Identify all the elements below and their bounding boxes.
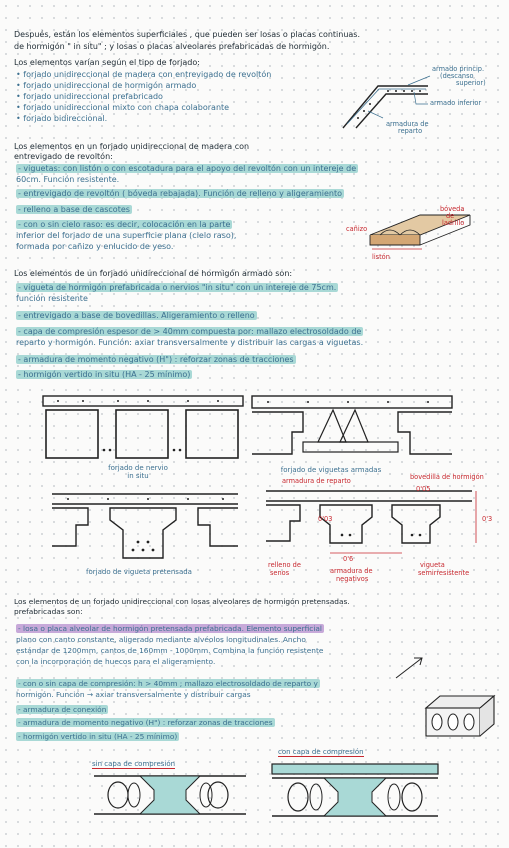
label-superior: superior) [456,79,486,87]
label-armadura-reparto: armadura de [386,120,429,128]
intro-line-2: de hormigón " in situ" ; y losas o placas alveolares prefabricadas de hormigón. [14,42,330,51]
vigueta-annotated-sketch [262,485,482,560]
caption-con-capa: con capa de compresión [278,748,364,756]
armado-item: - capa de compresión espesor de > 40mm compuesta por: mallazo electrosoldado de [18,327,362,336]
armado-item: reparto y hormigón. Función: axiar transversalmente y distribuir las cargas a viguetas. [16,338,364,347]
armado-item: - armadura de momento negativo (H") : reforzar zonas de tracciones [18,355,294,364]
madera-heading-1: Los elementos en un forjado unidireccional de madera con [14,142,250,151]
madera-item: - viguetas: con listón o con escotadura para el apoyo del revoltón con un intereje de [18,164,357,173]
alveolares-item: estándar de 1200mm, cantos de 160mm - 1000mm. Combina la función resistente [16,646,324,655]
madera-heading-2: entrevigado de revoltón: [14,152,113,161]
madera-item: - relleno a base de cascotes [18,205,130,214]
caption-viguetas-armadas: forjado de viguetas armadas [280,466,382,474]
caption-sin-capa: sin capa de compresión [92,760,176,768]
forjado-type-item: • forjado unidireccional mixto con chapa colaborante [16,103,230,112]
madera-item: - entrevigado de revoltón ( bóveda rebajada). Función de relleno y aligeramiento [18,189,343,198]
alveolares-item: - losa o placa alveolar de hormigón pretensada prefabricada. Elemento superficial [18,624,322,633]
vigueta-pretensada-sketch [48,490,243,565]
label-negativos: negativos [336,575,369,583]
armado-item: - vigueta de hormigón prefabricada o nervios "in situ" con un intereje de 75cm. [18,283,337,292]
label-canizo: cañizo [346,225,368,233]
label-d003: 0'03 [318,515,333,523]
label-liston: listón [372,253,390,261]
label-d03: 0'3 [482,515,493,523]
con-capa-sketch [268,758,443,822]
alveolares-item: - hormigón vertido in situ (HA - 25 mínimo) [18,732,178,741]
label-bovedilla: bovedilla de hormigón [410,473,484,481]
forjado-type-item: • forjado unidireccional de madera con entrevigado de revoltón [16,70,272,79]
label-armado-principal: armado princip. [432,65,485,73]
label-descanso: (descanso [440,72,474,80]
alveolares-item: - con o sin capa de compresión: h > 40mm ; mallazo electrosoldado de reparto y [18,679,318,688]
label-de: de [446,212,455,220]
armado-heading: Los elementos de un forjado unidireccional de hormigón armado son: [14,269,293,278]
label-ladrillo: ladrillo [442,219,465,227]
madera-item: 60cm. Función resistente. [16,175,120,184]
alveolares-item: con la incorporación de huecos para el aligeramiento. [16,657,216,666]
viguetas-armadas-sketch [248,392,458,467]
label-d06: 0'6 [343,555,354,563]
label-armadura-reparto-2: armadura de reparto [282,477,351,485]
armado-item: función resistente [16,294,88,303]
alveolares-item: plano con canto constante, aligerado mediante alvéolos longitudinales. Ancho [16,635,306,644]
alveolares-item: hormigón. Función → axiar transversalmente y distribuir cargas [16,690,251,699]
label-semirresistente: semirresistente [418,569,470,577]
alveolares-item: - armadura de momento negativo (H") : reforzar zonas de tracciones [18,718,273,727]
madera-item: formada por cañizo y enlucido de yeso. [16,242,174,251]
label-boveda: bóveda [440,205,465,213]
alveolares-item: - armadura de conexión [18,705,107,714]
alveolares-heading-2: prefabricadas son: [14,607,83,616]
forjado-types-heading: Los elementos varían según el tipo de forjado: [14,58,200,67]
madera-item: - con o sin cielo raso: es decir, colocación en la parte [18,220,231,229]
forjado-type-item: • forjado unidireccional de hormigón armado [16,81,197,90]
intro-line-1: Después, están los elementos superficiales , que pueden ser losas o placas continuas. [14,30,361,39]
caption-insitu: in situ [127,472,149,480]
arrow-icon [392,652,432,682]
label-vigueta: vigueta [420,561,445,569]
armado-item: - entrevigado a base de bovedillas. Aligeramiento o relleno [18,311,255,320]
caption-nervio: forjado de nervio [108,464,168,472]
sin-capa-sketch [90,770,250,820]
label-armado-inferior: armado inferior [430,99,482,107]
alveolar-slab-sketch [420,686,500,746]
label-reparto: reparto [398,127,423,135]
label-senos: senos [270,569,290,577]
label-relleno: relleno de [268,561,301,569]
nervio-insitu-sketch [38,392,248,467]
label-armadura-neg: armadura de [330,567,373,575]
label-d005: 0'05 [416,485,431,493]
armado-item: - hormigón vertido in situ (HA - 25 mínimo) [18,370,191,379]
alveolares-heading-1: Los elementos de un forjado unidireccional con losas alveolares de hormigón pretensadas. [14,597,350,606]
forjado-type-item: • forjado bidireccional. [16,114,108,123]
forjado-type-item: • forjado unidireccional prefabricado [16,92,163,101]
caption-vigueta-pretensada: forjado de vigueta pretensada [86,568,192,576]
madera-item: inferior del forjado de una superficie plana (cielo raso), [16,231,237,240]
